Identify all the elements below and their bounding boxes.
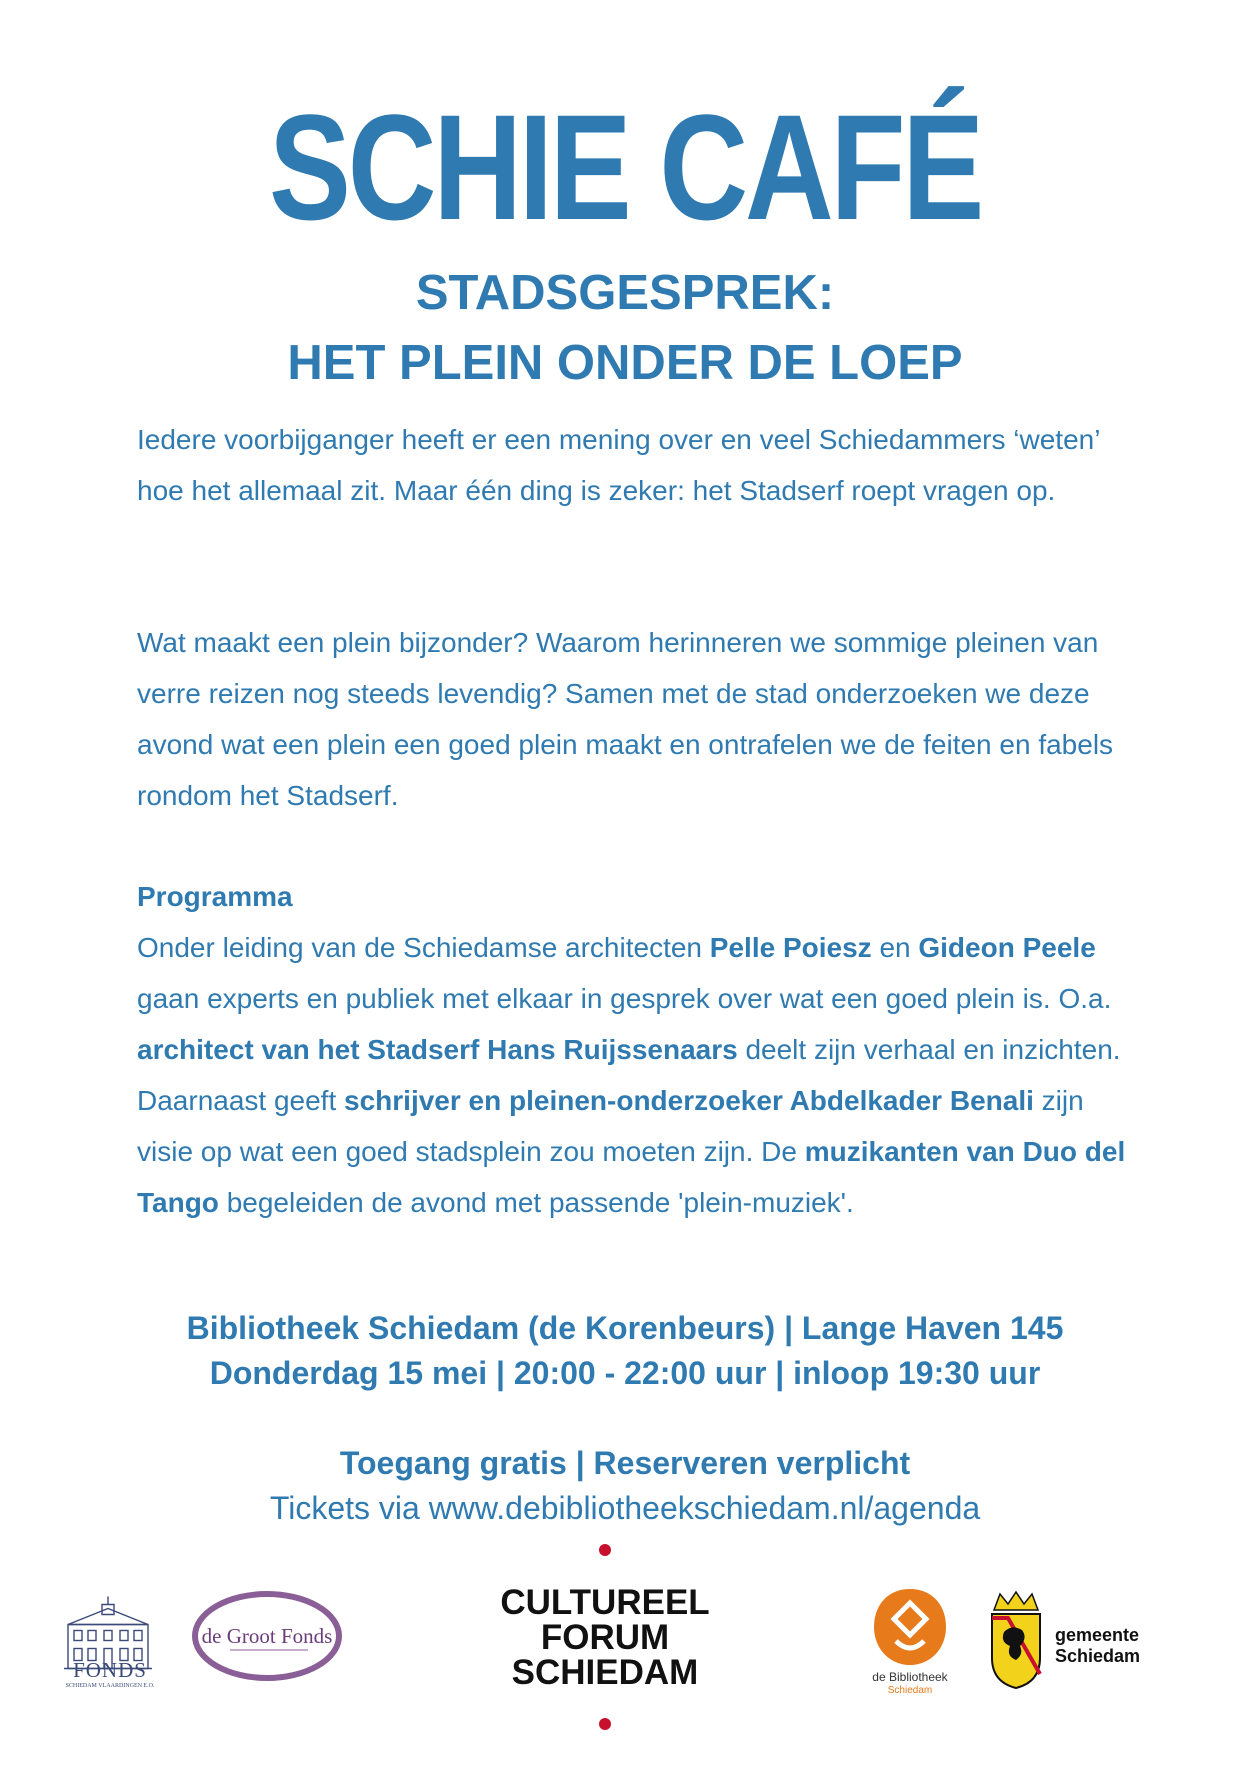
- programma-text: gaan experts en publiek met elkaar in gesprek over wat een goed plein is. O.a.: [137, 983, 1112, 1014]
- bibliotheek-icon: [870, 1585, 950, 1670]
- programma-highlight: Gideon Peele: [918, 932, 1096, 963]
- cultureel-forum-line: SCHIEDAM: [511, 1653, 699, 1692]
- programma-text: zijn visie op wat een goed stadsplein zou moeten zijn. De: [137, 1085, 1084, 1167]
- gemeente-line-2: Schiedam: [1055, 1646, 1141, 1666]
- subtitle-line-1: STADSGESPREK:: [415, 266, 835, 320]
- gemeente-logo-text: [1055, 1625, 1140, 1667]
- programma-highlight: schrijver en pleinen-onderzoeker Abdelkader Benali: [344, 1085, 1034, 1116]
- entry-line: Toegang gratis | Reserveren verplicht: [339, 1445, 911, 1481]
- location-line: Bibliotheek Schiedam (de Korenbeurs) | Lange Haven 145: [186, 1310, 1064, 1346]
- programma-highlight: Pelle Poiesz: [709, 932, 872, 963]
- fonds-logo-text: FONDS: [73, 1658, 147, 1682]
- question-paragraph: Wat maakt een plein bijzonder? Waarom herinneren we sommige pleinen van verre reizen nog steeds levendig? Samen met de stad onderzoeken we deze avond wat een plein een goed plein maakt en ontrafelen we de feiten en fabels rondom het Stadserf.: [137, 627, 1114, 811]
- cultureel-forum-logo: [490, 1585, 720, 1690]
- gemeente-line-1: gemeente: [1055, 1625, 1140, 1645]
- programma-highlight: architect van het Stadserf Hans Ruijssenaars: [137, 1034, 738, 1065]
- intro-paragraph: Iedere voorbijganger heeft er een mening over en veel Schiedammers ‘weten’ hoe het allemaal zit. Maar één ding is zeker: het Stadserf roept vragen op.: [137, 424, 1100, 506]
- bibliotheek-sub: Schiedam: [887, 1685, 933, 1696]
- programma-highlight: muzikanten van Duo del Tango: [137, 1136, 1126, 1218]
- bibliotheek-logo-text: [840, 1671, 980, 1697]
- programma-section: [137, 871, 1127, 1228]
- cultureel-forum-line: CULTUREEL: [500, 1583, 710, 1622]
- tickets-link[interactable]: Tickets via www.debibliotheekschiedam.nl/agenda: [269, 1490, 981, 1526]
- date-line: Donderdag 15 mei | 20:00 - 22:00 uur | inloop 19:30 uur: [209, 1355, 1041, 1391]
- programma-text: Onder leiding van de Schiedamse architecten: [137, 932, 710, 963]
- divider-dot-bottom: [599, 1718, 611, 1730]
- programma-heading: Programma: [137, 881, 293, 912]
- bibliotheek-name: de Bibliotheek: [872, 1670, 948, 1684]
- subtitle-line-2: HET PLEIN ONDER DE LOEP: [287, 336, 963, 390]
- programma-text: en: [871, 932, 919, 963]
- fonds-logo-subtext: SCHIEDAM VLAARDINGEN E.O.: [65, 1683, 155, 1689]
- groot-fonds-logo-text: de Groot Fonds: [201, 1624, 333, 1648]
- cultureel-forum-line: FORUM: [540, 1618, 670, 1657]
- programma-text: begeleiden de avond met passende 'plein-muziek'.: [218, 1187, 854, 1218]
- divider-dot-top: [599, 1544, 611, 1556]
- gemeente-coat-of-arms-icon: [988, 1588, 1044, 1690]
- programma-text: deelt zijn verhaal en inzichten. Daarnaast geeft: [137, 1034, 1121, 1116]
- poster-title: SCHIE CAFÉ: [268, 83, 982, 251]
